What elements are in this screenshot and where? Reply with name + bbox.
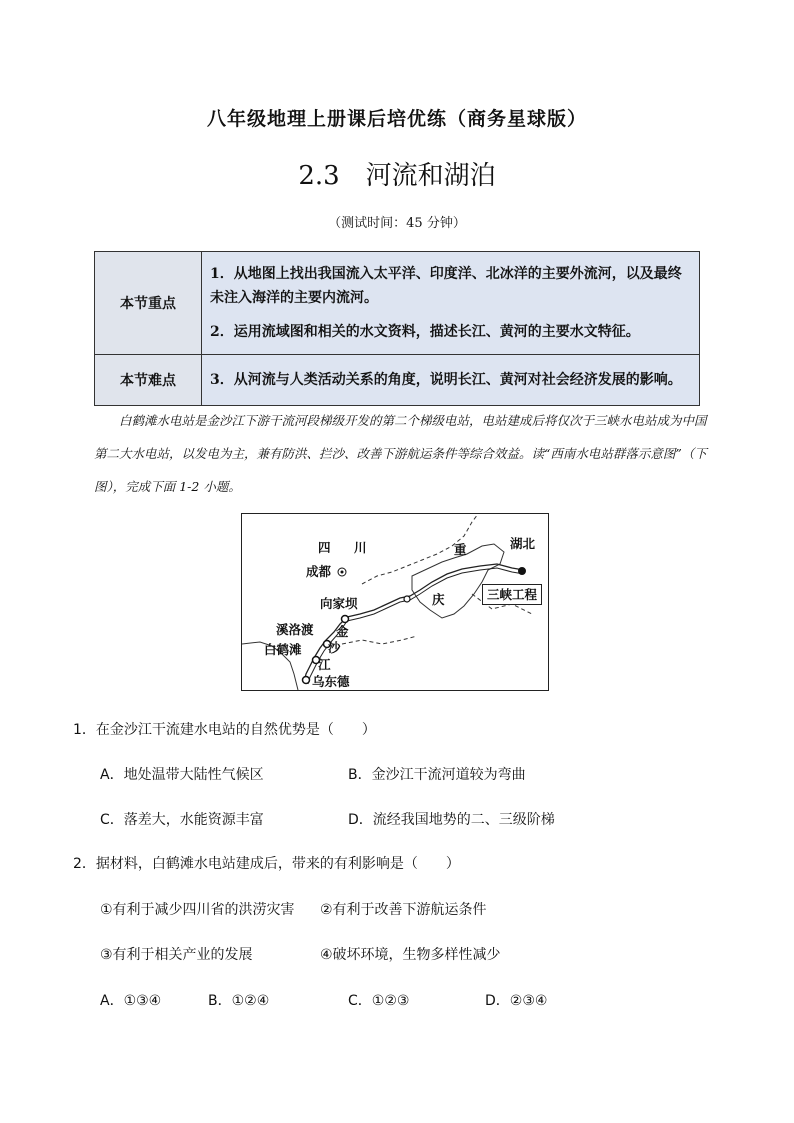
map-label-sha: 沙 <box>328 640 341 655</box>
map-label-three-gorges: 三峡工程 <box>482 584 542 605</box>
question-1-option-b[interactable]: B．金沙江干流河道较为弯曲 <box>348 767 526 783</box>
hydropower-map <box>241 513 549 691</box>
map-label-jin: 金 <box>336 624 349 639</box>
question-2-option-c[interactable]: C．①②③ <box>348 993 410 1009</box>
map-label-chong: 重 <box>454 542 467 557</box>
question-2-statement-4: ④破坏环境，生物多样性减少 <box>320 947 501 963</box>
question-2-statement-3: ③有利于相关产业的发展 <box>100 947 253 963</box>
map-label-wudongde: 乌东德 <box>312 674 350 689</box>
map-label-jiang: 江 <box>318 657 331 672</box>
difficult-point-item: 3．从河流与人类活动关系的角度，说明长江、黄河对社会经济发展的影响。 <box>202 355 700 406</box>
question-2-stem: 2．据材料，白鹤滩水电站建成后，带来的有利影响是（ ） <box>73 856 460 872</box>
map-label-hubei: 湖北 <box>510 536 536 551</box>
map-label-baihetan: 白鹤滩 <box>264 642 302 657</box>
map-label-chuan: 川 <box>354 540 367 555</box>
question-1-option-d[interactable]: D．流经我国地势的二、三级阶梯 <box>348 812 555 828</box>
worksheet-title: 八年级地理上册课后培优练（商务星球版） <box>206 108 587 130</box>
key-points-label: 本节重点 <box>95 252 202 355</box>
key-points-row <box>95 252 700 355</box>
key-point-item: 1．从地图上找出我国流入太平洋、印度洋、北冰洋的主要外流河，以及最终未注入海洋的主要内流河。 <box>210 266 682 306</box>
reading-material <box>94 404 708 503</box>
map-label-si: 四 <box>318 540 331 555</box>
section-heading <box>0 155 794 192</box>
map-label-xiluodu: 溪洛渡 <box>276 622 314 637</box>
section-name: 河流和湖泊 <box>365 161 496 191</box>
map-label-qing: 庆 <box>432 592 445 607</box>
difficult-points-row <box>95 355 700 406</box>
map-label-chengdu: 成都 <box>306 564 332 579</box>
question-2-option-d[interactable]: D．②③④ <box>485 993 548 1009</box>
question-1-option-a[interactable]: A．地处温带大陆性气候区 <box>100 767 264 783</box>
section-number: 2.3 <box>298 161 340 191</box>
key-point-item: 2．运用流域图和相关的水文资料，描述长江、黄河的主要水文特征。 <box>210 324 640 340</box>
difficult-points-label: 本节难点 <box>95 355 202 406</box>
test-time-note: （测试时间：45 分钟） <box>328 216 466 231</box>
question-1-option-c[interactable]: C．落差大，水能资源丰富 <box>100 812 264 828</box>
key-points-table <box>94 251 700 406</box>
key-points-content <box>202 252 700 355</box>
question-2-option-a[interactable]: A．①③④ <box>100 993 162 1009</box>
question-2-option-b[interactable]: B．①②④ <box>208 993 270 1009</box>
question-2-statement-1: ①有利于减少四川省的洪涝灾害 <box>100 902 295 918</box>
question-2-statement-2: ②有利于改善下游航运条件 <box>320 902 487 918</box>
question-1-stem: 1．在金沙江干流建水电站的自然优势是（ ） <box>73 722 376 738</box>
reading-material-text: 白鹤滩水电站是金沙江下游干流河段梯级开发的第二个梯级电站，电站建成后将仅次于三峡水电站成为中国第二大水电站，以发电为主，兼有防洪、拦沙、改善下游航运条件等综合效益。读“西南水电站群落示意图”（下图），完成下面 1-2 小题。 <box>94 413 707 494</box>
map-label-xiangjiaba: 向家坝 <box>320 596 358 611</box>
